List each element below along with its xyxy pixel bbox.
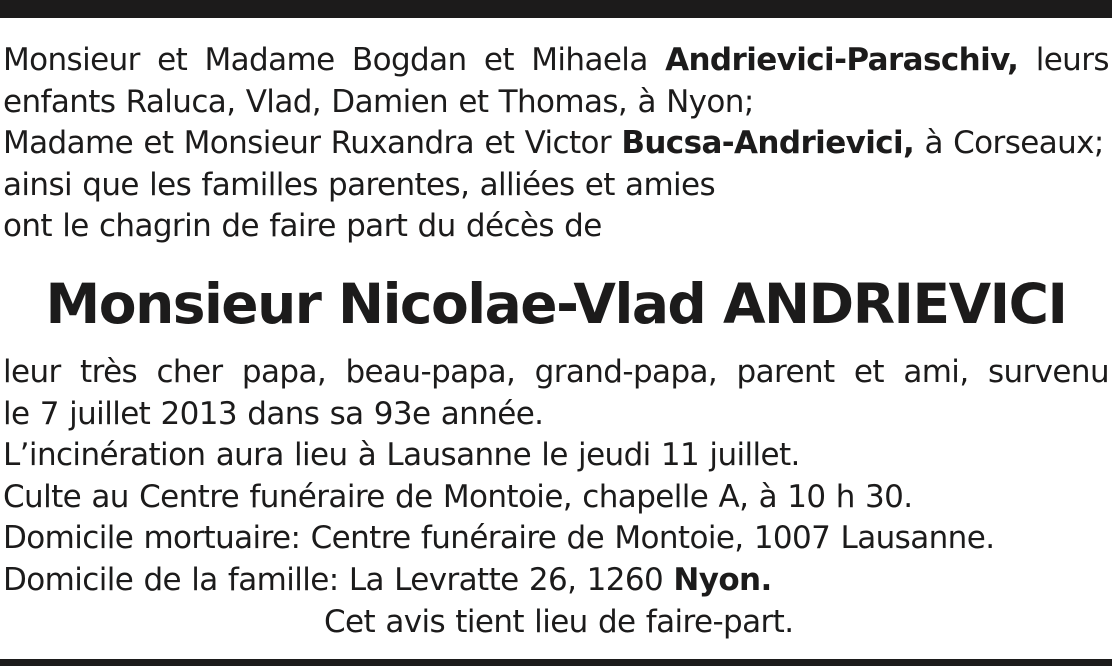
service-line: Culte au Centre funéraire de Montoie, chapelle A, à 10 h 30.: [3, 478, 913, 515]
details-word: ami,: [903, 354, 969, 390]
mortuary-line: Domicile mortuaire: Centre funéraire de Montoie, 1007 Lausanne.: [3, 520, 995, 557]
intro-line-4: ainsi que les familles parentes, alliées et amies: [3, 166, 716, 203]
details-word: leur: [3, 354, 61, 390]
intro-line-5: ont le chagrin de faire part du décès de: [3, 208, 602, 245]
family-name-bucsa: Bucsa-Andrievici,: [621, 125, 915, 162]
details-word: parent: [736, 354, 835, 390]
family-address-line: [3, 560, 1109, 602]
details-word: grand-papa,: [534, 354, 718, 390]
details-word: cher: [156, 354, 223, 390]
intro-word: leurs: [1035, 42, 1109, 78]
intro-word: Monsieur: [3, 42, 140, 78]
details-word: beau-papa,: [345, 354, 516, 390]
intro-word: Mihaela: [531, 42, 648, 78]
intro-word: Bogdan: [351, 42, 467, 78]
intro-word: Madame: [204, 42, 335, 78]
intro-line-2: enfants Raluca, Vlad, Damien et Thomas, à Nyon;: [3, 83, 754, 120]
intro-line-1: [3, 40, 1109, 82]
announcement-details: [3, 352, 1109, 643]
details-word: survenu: [987, 354, 1109, 390]
details-line-1: [3, 352, 1109, 394]
details-word: papa,: [241, 354, 327, 390]
closing-note: Cet avis tient lieu de faire-part.: [324, 603, 794, 640]
family-address-text: Domicile de la famille: La Levratte 26, 1260: [3, 561, 674, 598]
announcement-intro: [3, 40, 1109, 248]
top-border-rule: [0, 0, 1112, 18]
details-word: et: [853, 354, 884, 390]
cremation-line: L’incinération aura lieu à Lausanne le jeudi 11 juillet.: [3, 437, 800, 474]
family-name-paraschiv: Andrievici-Paraschiv,: [665, 42, 1019, 78]
intro-line-3: [3, 123, 1109, 165]
family-address-city: Nyon.: [673, 561, 772, 598]
deceased-name-heading: Monsieur Nicolae-Vlad ANDRIEVICI: [45, 272, 1067, 336]
intro-line-3-start: Madame et Monsieur Ruxandra et Victor: [3, 125, 622, 162]
intro-line-3-end: à Corseaux;: [914, 125, 1104, 162]
intro-word: et: [157, 42, 188, 78]
bottom-border-rule: [0, 659, 1112, 666]
death-date-line: le 7 juillet 2013 dans sa 93e année.: [3, 395, 544, 432]
intro-word: et: [483, 42, 514, 78]
details-word: très: [80, 354, 138, 390]
